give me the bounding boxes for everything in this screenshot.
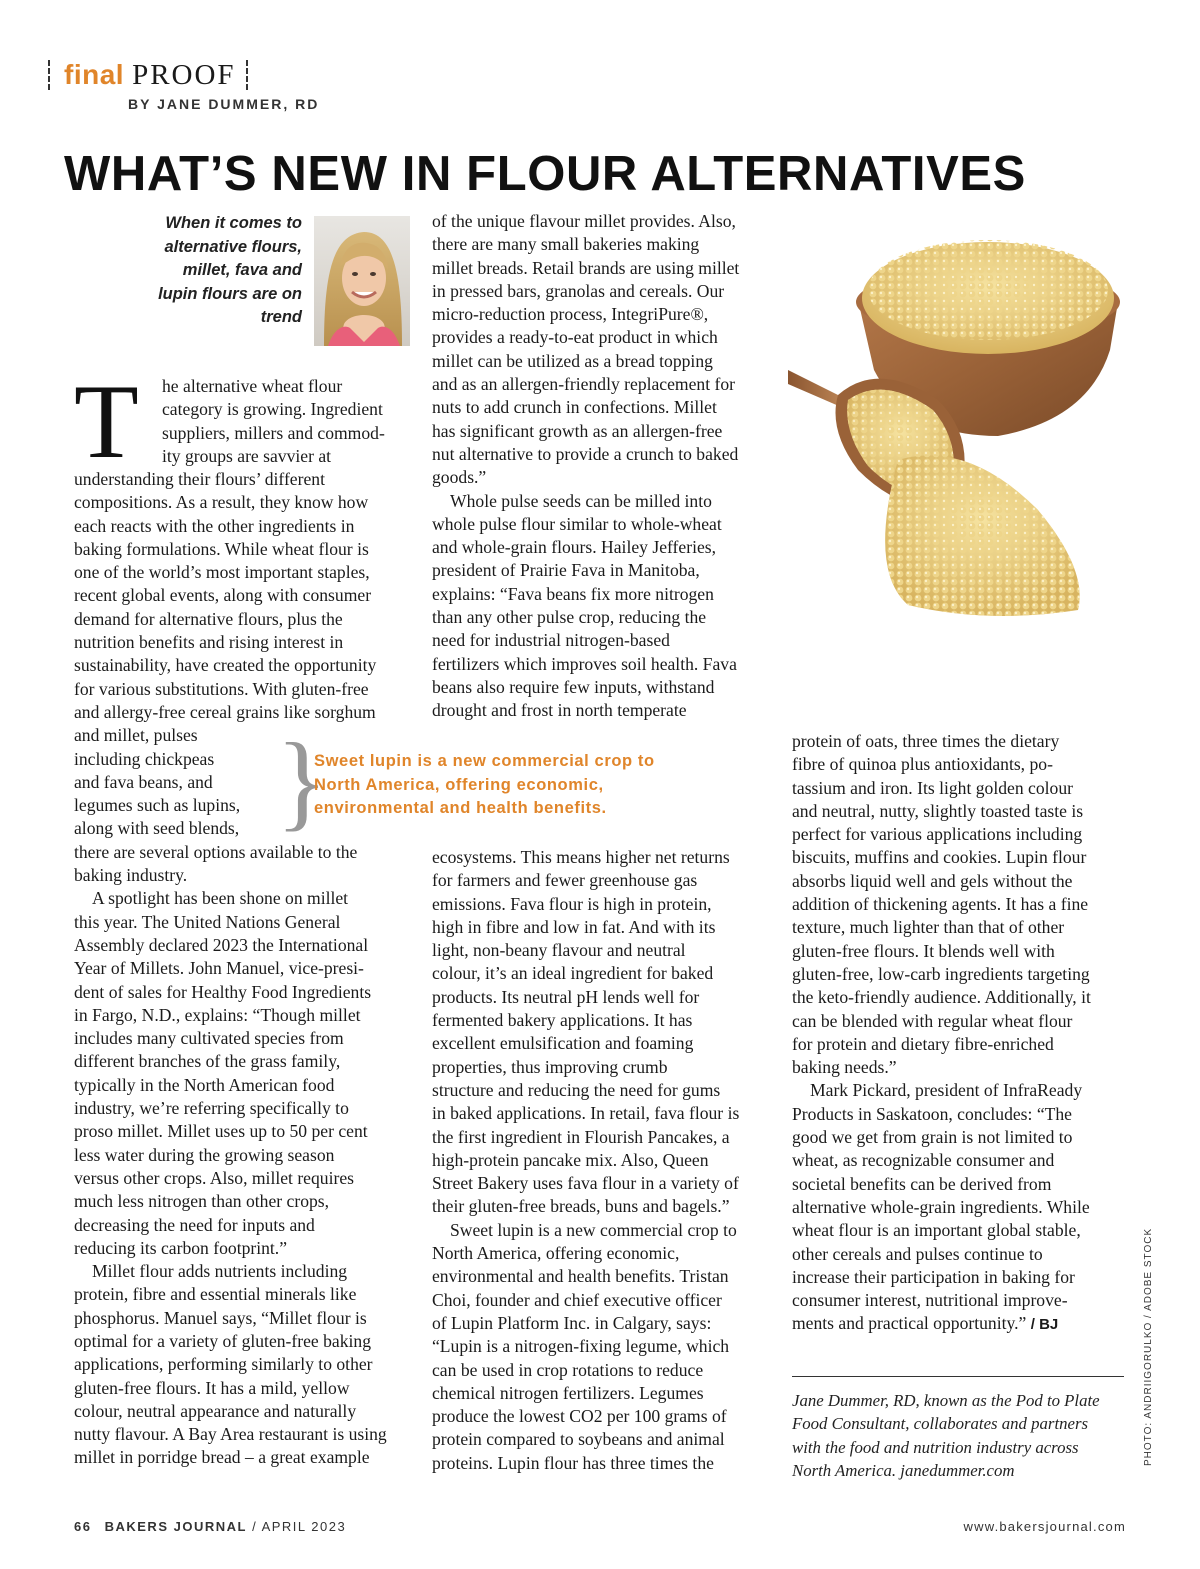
deck-line: trend [260,308,302,326]
deck-line: lupin flours are on [158,284,302,303]
text-line: explains: “Fava beans fix more nitrogen [432,583,714,604]
text-line: protein compared to soybeans and animal [432,1429,725,1450]
text-line: compositions. As a result, they know how [74,492,369,513]
text-line: typically in the North American food [74,1074,335,1095]
text-line: Products in Saskatoon, concludes: “The [792,1103,1072,1124]
text-line: Street Bakery uses fava flour in a variety of [432,1173,739,1194]
text-line: addition of thickening agents. It has a fine [792,894,1089,915]
text-line: produce the lowest CO2 per 100 grams of [432,1406,727,1427]
footer-url[interactable]: www.bakersjournal.com [963,1519,1126,1534]
text-line: protein of oats, three times the dietary [792,731,1060,751]
photo-credit [1138,1226,1158,1466]
text-line: emissions. Fava flour is high in protein, [432,893,712,914]
col2-top [432,210,772,723]
text-line: baking formulations. While wheat flour is [74,538,369,559]
text-line: much less nitrogen than other crops, [74,1191,330,1212]
text-line: micro-reduction process, IntegriPure®, [432,304,709,325]
text-line: millet breads. Retail brands are using millet [432,257,740,278]
text-line: understanding their flours’ different [74,469,325,489]
text-line: reducing its carbon footprint.” [74,1237,288,1258]
byline: BY JANE DUMMER, RD [128,96,320,112]
pull-quote-line: Sweet lupin is a new commercial crop to [314,752,655,770]
col2-bottom [432,846,772,1475]
bio-line: Food Consultant, collaborates and partners [792,1414,1089,1434]
text-line: Millet flour adds nutrients including [92,1261,348,1282]
col1-intro [74,468,414,1470]
magazine-name: BAKERS JOURNAL [104,1519,247,1534]
text-line: the keto-friendly audience. Additionally, it [792,987,1091,1008]
text-line: ments and practical opportunity.” [792,1313,1027,1334]
text-line: environmental and health benefits. Tristan [432,1266,729,1287]
article-deck [120,212,302,330]
photo-credit-text: PHOTO: ANDRIIGORULKO / ADOBE STOCK [1143,1227,1154,1466]
text-line: biscuits, muffins and cookies. Lupin flour [792,847,1087,868]
text-line: Mark Pickard, president of InfraReady [810,1080,1083,1101]
bio-divider [792,1376,1124,1377]
text-line: alternative whole-grain ingredients. While [792,1196,1090,1217]
pull-quote-line: North America, offering economic, [314,775,604,794]
text-line: absorbs liquid well and gels without the [792,870,1073,891]
text-line: texture, much lighter than that of other [792,917,1065,938]
text-line: less water during the growing season [74,1144,335,1165]
text-line: consumer interest, nutritional improve- [792,1290,1068,1311]
text-line: tassium and iron. Its light golden colour [792,777,1073,798]
millet-photo [788,210,1132,624]
text-line: proso millet. Millet uses up to 50 per cent [74,1121,368,1142]
issue-date: / APRIL 2023 [252,1519,347,1534]
deck-line: millet, fava and [182,261,302,279]
text-line: and whole-grain flours. Hailey Jefferies, [432,537,717,558]
text-line: gluten-free, low-carb ingredients targeting [792,963,1090,984]
text-line: wheat flour is an important global stable, [792,1220,1081,1241]
text-line: Whole pulse seeds can be milled into [450,490,712,511]
text-line: Choi, founder and chief executive officer [432,1289,722,1310]
pull-quote-brace: } [276,722,328,841]
text-line: there are several options available to the [74,841,358,862]
bio-line: with the food and nutrition industry across [792,1437,1079,1457]
text-line: legumes such as lupins, [74,795,241,816]
text-line: industry, we’re referring specifically to [74,1098,349,1119]
text-line: high in fibre and low in fat. And with its [432,916,716,937]
text-line: wheat, as recognizable consumer and [792,1150,1055,1171]
header-divider-left [48,60,52,90]
text-line: beans also require few inputs, withstand [432,676,715,697]
text-line: good we get from grain is not limited to [792,1127,1073,1148]
text-line: of the unique flavour millet provides. Also, [432,211,736,231]
deck-line: When it comes to [165,214,302,232]
text-line: and fava beans, and [74,771,213,792]
text-line: optimal for a variety of gluten-free baking [74,1330,372,1351]
text-line: decreasing the need for inputs and [74,1214,315,1235]
text-line: nutty flavour. A Bay Area restaurant is using [74,1424,387,1445]
text-line: applications, performing similarly to other [74,1354,373,1375]
text-line: versus other crops. Also, millet requires [74,1167,354,1188]
text-line: for various substitutions. With gluten-free [74,678,369,699]
text-line: nut alternative to provide a crunch to baked [432,443,739,464]
text-line: high-protein pancake mix. Also, Queen [432,1149,709,1170]
signoff: / BJ [1030,1316,1059,1334]
text-line: millet can be utilized as a bread topping [432,350,713,371]
text-line: increase their participation in baking for [792,1266,1075,1287]
text-line: gluten-free flours. It blends well with [792,940,1055,961]
text-line: societal benefits can be derived from [792,1173,1052,1194]
author-bio [792,1389,1132,1482]
text-line: fertilizers which improves soil health. Fava [432,653,737,674]
text-line: their gluten-free breads, buns and bagels.” [432,1196,730,1217]
text-line: nutrition benefits and rising interest in [74,632,344,653]
text-line: including chickpeas [74,748,215,769]
author-portrait [314,216,410,346]
text-line: sustainability, have created the opportunity [74,655,377,676]
text-line: fibre of quinoa plus antioxidants, po- [792,754,1053,775]
text-line: for farmers and fewer greenhouse gas [432,870,698,891]
text-line: goods.” [432,467,487,488]
text-line: dent of sales for Healthy Food Ingredients [74,981,372,1002]
text-line: nuts to add crunch in confections. Millet [432,397,717,418]
text-line: other cereals and pulses continue to [792,1243,1043,1264]
text-line: structure and reducing the need for gums [432,1079,721,1100]
section-final: final [64,59,125,90]
text-line: one of the world’s most important staples, [74,562,370,583]
author-portrait-image [314,216,410,346]
text-line-last [792,1312,1132,1336]
text-line: includes many cultivated species from [74,1028,344,1049]
text-line: colour, it’s an ideal ingredient for baked [432,963,714,984]
text-line: properties, thus improving crumb [432,1056,668,1077]
text-line: Sweet lupin is a new commercial crop to [450,1219,737,1240]
footer-left [74,1519,346,1534]
page-number: 66 [74,1519,92,1534]
text-line: can be blended with regular wheat flour [792,1010,1073,1031]
text-line: there are many small bakeries making [432,234,700,255]
col3 [792,730,1132,1337]
text-line: provides a ready-to-eat product in which [432,327,718,348]
text-line: need for industrial nitrogen-based [432,630,670,651]
text-line: along with seed blends, [74,818,240,839]
text-line: Year of Millets. John Manuel, vice-presi- [74,958,364,979]
text-line: colour, neutral appearance and naturally [74,1400,357,1421]
text-line: the first ingredient in Flourish Pancakes, a [432,1126,730,1147]
text-line: category is growing. Ingredient [162,399,383,420]
text-line: in Fargo, N.D., explains: “Though millet [74,1004,361,1025]
text-line: each reacts with the other ingredients in [74,515,355,536]
text-line: proteins. Lupin flour has three times the [432,1452,714,1473]
deck-line: alternative flours, [164,237,302,256]
text-line: excellent emulsification and foaming [432,1033,694,1054]
text-line: chemical nitrogen fertilizers. Legumes [432,1382,704,1403]
text-line: and neutral, nutty, slightly toasted taste is [792,800,1084,821]
text-line: whole pulse flour similar to whole-wheat [432,513,722,534]
text-line: president of Prairie Fava in Manitoba, [432,560,700,581]
text-line: and allergy-free cereal grains like sorghum [74,701,376,722]
text-line: he alternative wheat flour [162,376,343,396]
text-line: fermented bakery applications. It has [432,1010,693,1031]
pull-quote [314,750,754,821]
text-line: suppliers, millers and commod- [162,422,385,443]
text-line: and millet, pulses [74,725,198,746]
drop-cap: T [74,363,139,480]
pull-quote-line: environmental and health benefits. [314,799,607,817]
text-line: demand for alternative flours, plus the [74,608,343,629]
section-proof: PROOF [132,58,236,91]
text-line: has significant growth as an allergen-free [432,420,723,441]
text-line: “Lupin is a nitrogen-fixing legume, which [432,1336,730,1357]
text-line: recent global events, along with consumer [74,585,372,606]
bio-line: Jane Dummer, RD, known as the Pod to Plate [792,1391,1100,1410]
text-line: baking needs.” [792,1057,897,1078]
text-line: of Lupin Platform Inc. in Calgary, says: [432,1312,712,1333]
text-line: products. Its neutral pH lends well for [432,986,700,1007]
text-line: millet in porridge bread – a great example [74,1447,370,1468]
text-line: than any other pulse crop, reducing the [432,607,707,628]
col1-intro-indented [162,375,407,468]
text-line: perfect for various applications including [792,824,1083,845]
section-header [48,58,250,92]
text-line: baking industry. [74,865,188,886]
text-line: this year. The United Nations General [74,911,341,932]
header-divider-right [246,60,250,90]
text-line: ecosystems. This means higher net returns [432,847,730,867]
text-line: can be used in crop rotations to reduce [432,1359,704,1380]
text-line: Assembly declared 2023 the International [74,934,369,955]
text-line: A spotlight has been shone on millet [92,888,349,909]
text-line: for protein and dietary fibre-enriched [792,1033,1054,1054]
text-line: in pressed bars, granolas and cereals. Our [432,280,725,301]
text-line: protein, fibre and essential minerals like [74,1284,357,1305]
text-line: different branches of the grass family, [74,1051,341,1072]
text-line: phosphorus. Manuel says, “Millet flour is [74,1307,367,1328]
text-line: and as an allergen-friendly replacement for [432,374,736,395]
text-line: ity groups are savvier at [162,445,332,466]
text-line: in baked applications. In retail, fava flour is [432,1103,740,1124]
text-line: drought and frost in north temperate [432,700,687,721]
article-title: WHAT’S NEW IN FLOUR ALTERNATIVES [64,147,1026,201]
text-line: light, non-beany flavour and neutral [432,940,686,961]
text-line: gluten-free flours. It has a mild, yellow [74,1377,350,1398]
millet-bowl-image [788,210,1132,624]
text-line: North America, offering economic, [432,1243,680,1264]
bio-line: North America. janedummer.com [792,1460,1015,1480]
